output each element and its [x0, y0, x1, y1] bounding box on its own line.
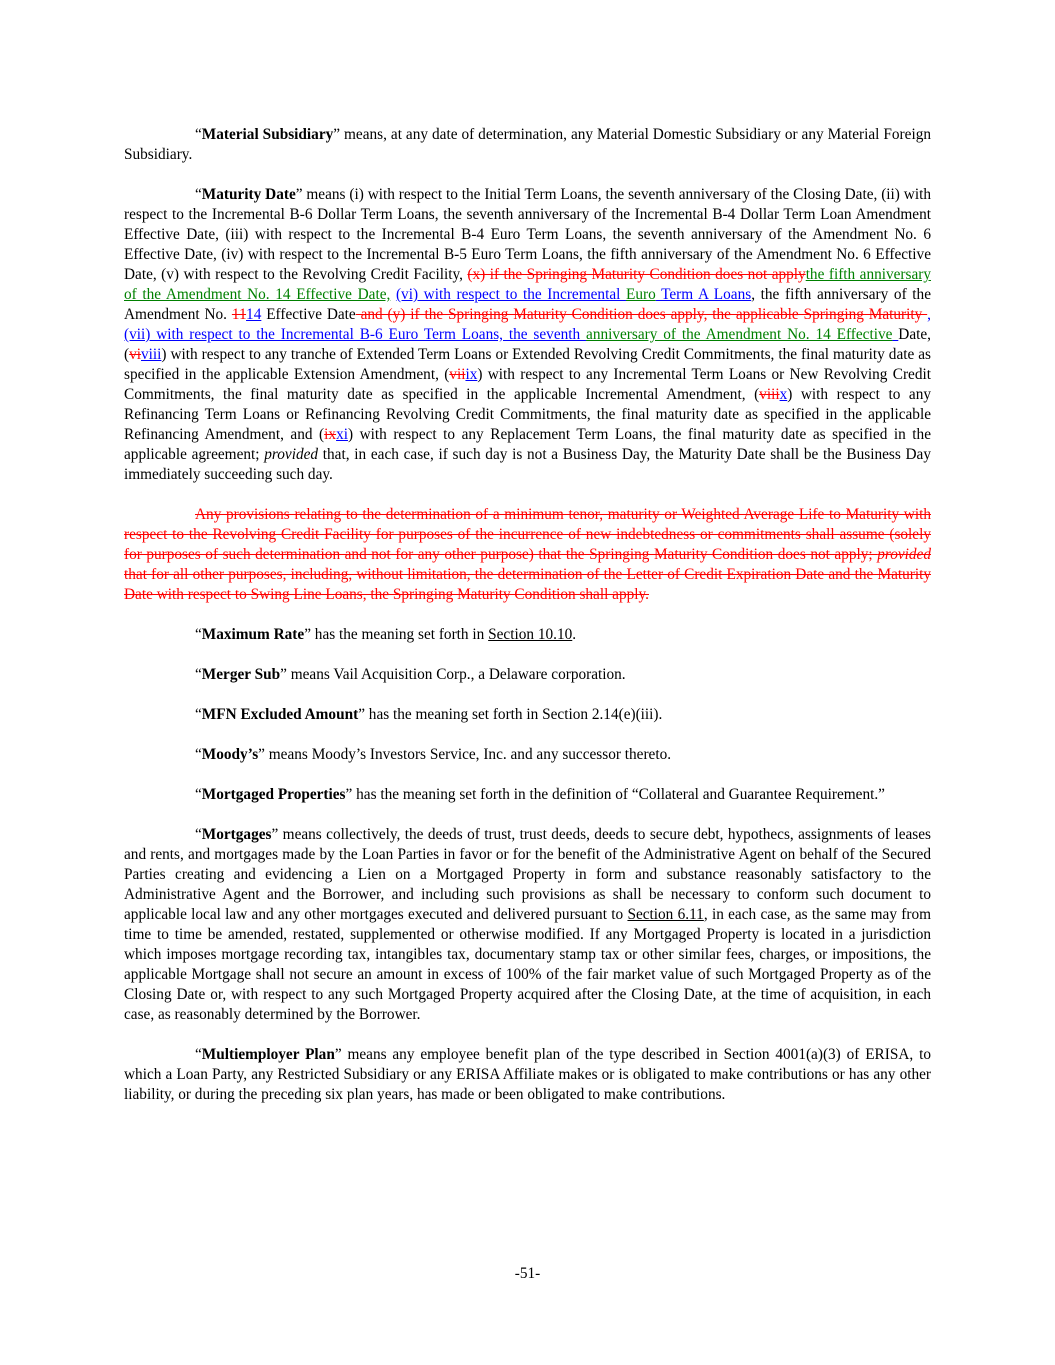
deleted-text: and (y) if the Springing Maturity Condition does apply, the applicable Springing Maturity — [355, 306, 928, 323]
deleted-text: ix — [324, 426, 337, 443]
definition-mortgages — [124, 825, 931, 1025]
defined-term: Moody’s — [201, 746, 259, 763]
deleted-text: 11 — [231, 306, 247, 323]
definition-text: ” means any employee benefit plan of the type described in Section 4001(a)(3) of ERISA, to which a Loan Party, any Restricted Subsidiary or any ERISA Affiliate makes or is obligated to make contributions or has any other liability, or during the preceding six plan years, has made or been obligated to make contributions. — [124, 1046, 931, 1103]
definition-text: ” means (i) with respect to the Initial Term Loans, the seventh anniversary of the Closing Date, (ii) with respect to the Incremental B-6 Dollar Term Loans, the seventh anniversary of the Incremental B-4 Dollar Term Loan Amendment Effective Date, (iii) with respect to the Incremental B-4 Euro Term Loans, the seventh anniversary of the Amendment No. 6 Effective Date, (iv) with respect to the Incremental B-5 Euro Term Loans, the fifth anniversary of the Amendment No. 6 Effective Date, (v) with respect to the Revolving Credit Facility, — [124, 186, 931, 283]
open-quote: “ — [195, 126, 202, 143]
defined-term: Multiemployer Plan — [201, 1046, 335, 1063]
page-number: -51- — [514, 1265, 541, 1282]
definition-text: ” has the meaning set forth in the definition of “Collateral and Guarantee Requirement.” — [345, 786, 885, 803]
defined-term: Mortgaged Properties — [201, 786, 346, 803]
definition-text: , the fifth anniversary of the Amendment No. — [124, 286, 931, 323]
inserted-text: Term A Loans — [655, 286, 752, 303]
document-body — [124, 125, 931, 1125]
deleted-text: (x) if the Springing Maturity Condition does not apply — [467, 266, 806, 283]
deleted-text: vi — [129, 346, 142, 363]
italic-text: provided — [264, 446, 319, 463]
definition-text: ” has the meaning set forth in Section 2.14(e)(iii). — [358, 706, 663, 723]
moved-inserted-text: the fifth anniversary of the Amendment No. 14 Effective Date, — [124, 266, 932, 303]
open-quote: “ — [195, 826, 202, 843]
deleted-italic-text: provided — [877, 546, 931, 563]
open-quote: “ — [195, 786, 202, 803]
definition-text: ) with respect to any Replacement Term Loans, the final maturity date as specified in the applicable agreement; — [124, 426, 931, 463]
definition-mortgaged-properties — [124, 785, 931, 805]
definition-text: Date, ( — [124, 326, 931, 363]
moved-inserted-text: anniversary of the Amendment No. 14 Effective — [586, 326, 893, 343]
definition-text: ” means Moody’s Investors Service, Inc. and any successor thereto. — [258, 746, 672, 763]
definition-text: . — [572, 626, 577, 643]
section-reference-link[interactable]: Section 10.10 — [488, 626, 573, 643]
definition-text: ” has the meaning set forth in — [304, 626, 489, 643]
open-quote: “ — [195, 666, 202, 683]
defined-term: Maximum Rate — [201, 626, 305, 643]
definition-mfn-excluded-amount — [124, 705, 931, 725]
definition-text: Effective Date — [261, 306, 356, 323]
definition-maximum-rate — [124, 625, 931, 645]
definition-material-subsidiary — [124, 125, 931, 165]
inserted-text: , (vii) with respect to the Incremental B-6 Euro Term Loans, the seventh — [124, 306, 931, 343]
inserted-text: 14 — [246, 306, 262, 323]
deleted-text: vii — [449, 366, 466, 383]
open-quote: “ — [195, 186, 202, 203]
defined-term: Maturity Date — [201, 186, 296, 203]
definition-text: ” means, at any date of determination, any Material Domestic Subsidiary or any Material Foreign Subsidiary. — [124, 126, 931, 163]
inserted-text: x — [779, 386, 788, 403]
definition-text: ” means Vail Acquisition Corp., a Delaware corporation. — [280, 666, 626, 683]
definition-moodys — [124, 745, 931, 765]
deleted-text: Any provisions relating to the determination of a minimum tenor, maturity or Weighted Average Life to Maturity with respect to the Revolving Credit Facility for purposes of the incurrence of new indebtedness or commitments shall assume (solely for purposes of such determination and not for any other purpose) that the Springing Maturity Condition does not apply; — [124, 506, 931, 563]
definition-text: ) with respect to any Incremental Term Loans or New Revolving Credit Commitments, the final maturity date as specified in the applicable Incremental Amendment, ( — [124, 366, 931, 403]
definition-text: that, in each case, if such day is not a Business Day, the Maturity Date shall be the Business Day immediately succeeding such day. — [124, 446, 931, 483]
inserted-text: ix — [465, 366, 478, 383]
defined-term: MFN Excluded Amount — [201, 706, 359, 723]
inserted-text: viii — [141, 346, 162, 363]
deleted-text: that for all other purposes, including, without limitation, the determination of the Letter of Credit Expiration Date and the Maturity Date with respect to Swing Line Loans, the Springing Maturity Condition shall apply. — [124, 566, 931, 603]
open-quote: “ — [195, 626, 202, 643]
definition-maturity-date — [124, 185, 931, 485]
open-quote: “ — [195, 706, 202, 723]
section-reference-link[interactable]: Section 6.11 — [627, 906, 704, 923]
deleted-paragraph — [124, 505, 931, 605]
definition-text: , in each case, as the same may from time to time be amended, restated, supplemented or otherwise modified. If any Mortgaged Property is located in a jurisdiction which imposes mortgage recording tax, intangibles tax, documentary stamp tax or other similar fees, charges, or impositions, the applicable Mortgage shall not secure an amount in excess of 100% of the fair market value of such Mortgaged Property as of the Closing Date or, with respect to any such Mortgaged Property acquired after the Closing Date, at the time of acquisition, in each case, as reasonably determined by the Borrower. — [124, 906, 931, 1023]
defined-term: Merger Sub — [201, 666, 281, 683]
deleted-text: viii — [759, 386, 780, 403]
moved-inserted-text: Euro — [626, 286, 656, 303]
defined-term: Material Subsidiary — [201, 126, 334, 143]
open-quote: “ — [195, 746, 202, 763]
defined-term: Mortgages — [201, 826, 272, 843]
definition-merger-sub — [124, 665, 931, 685]
inserted-text: xi — [336, 426, 348, 443]
definition-text: ) with respect to any Refinancing Term Loans or Refinancing Revolving Credit Commitments, the final maturity date as specified in the applicable Refinancing Amendment, and ( — [124, 386, 931, 443]
open-quote: “ — [195, 1046, 202, 1063]
definition-text: ) with respect to any tranche of Extended Term Loans or Extended Revolving Credit Commitments, the final maturity date as specified in the applicable Extension Amendment, ( — [124, 346, 931, 383]
definition-text: ” means collectively, the deeds of trust, trust deeds, deeds to secure debt, hypothecs, assignments of leases and rents, and mortgages made by the Loan Parties in favor or for the benefit of the Administrative Agent on behalf of the Secured Parties creating and evidencing a Lien on a Mortgaged Property in form and substance reasonably satisfactory to the Administrative Agent and the Borrower, and including such provisions as shall be necessary to conform such document to applicable local law and any other mortgages executed and delivered pursuant to — [124, 826, 931, 923]
definition-multiemployer-plan — [124, 1045, 931, 1105]
inserted-text: (vi) with respect to the Incremental — [395, 286, 626, 303]
